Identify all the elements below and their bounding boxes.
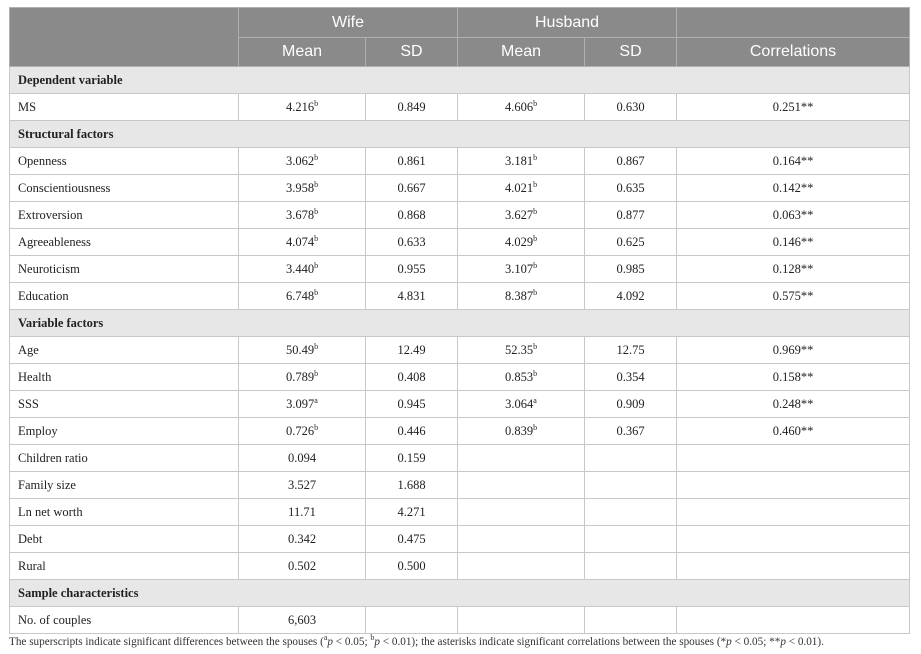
husband-sd-cell-value: 0.625	[616, 234, 645, 249]
wife-mean-cell-value: 3.097	[286, 396, 315, 411]
header-blank-corr	[677, 8, 910, 38]
section-title: Sample characteristics	[10, 580, 910, 607]
row-label	[10, 364, 239, 391]
wife-sd-cell	[366, 148, 458, 175]
table-row	[10, 553, 910, 580]
correlation-cell-value: 0.575**	[772, 288, 814, 303]
row-label	[10, 202, 239, 229]
data-table	[9, 7, 910, 634]
husband-mean-cell	[458, 607, 585, 634]
wife-sd-cell	[366, 283, 458, 310]
husband-sd-cell-value: 0.630	[616, 99, 645, 114]
wife-mean-cell	[239, 283, 366, 310]
row-label-value: Education	[18, 288, 69, 303]
husband-sd-cell-value: 0.909	[616, 396, 645, 411]
husband-mean-cell-value: 4.029	[504, 234, 534, 249]
row-label-value: Rural	[18, 558, 46, 573]
husband-sd-cell-value: 0.877	[616, 207, 645, 222]
wife-mean-cell-value: 0.502	[287, 558, 317, 573]
wife-sd-cell	[366, 94, 458, 121]
correlation-cell-value: 0.142**	[772, 180, 814, 195]
correlation-cell	[677, 526, 910, 553]
table-row	[10, 148, 910, 175]
wife-sd-cell	[366, 472, 458, 499]
husband-mean-cell	[458, 553, 585, 580]
correlation-cell-value: 0.460**	[772, 423, 814, 438]
husband-mean-cell	[458, 472, 585, 499]
husband-mean-cell-value: 3.181	[504, 153, 534, 168]
correlation-cell	[677, 445, 910, 472]
husband-sd-cell	[585, 364, 677, 391]
husband-sd-cell	[585, 175, 677, 202]
wife-sd-cell-value: 0.868	[397, 207, 426, 222]
section-header-row	[10, 310, 910, 337]
wife-sd-cell-value: 0.500	[397, 558, 426, 573]
wife-mean-cell	[239, 202, 366, 229]
wife-sd-cell	[366, 337, 458, 364]
wife-sd-cell-value: 0.633	[397, 234, 426, 249]
wife-mean-cell-superscript: b	[314, 287, 319, 297]
husband-sd-cell	[585, 337, 677, 364]
row-label-value: Extroversion	[18, 207, 83, 222]
header-wife-sd: SD	[366, 38, 458, 67]
husband-mean-cell-value: 3.627	[504, 207, 534, 222]
row-label	[10, 391, 239, 418]
wife-sd-cell-value: 0.849	[397, 99, 426, 114]
correlation-cell	[677, 499, 910, 526]
husband-mean-cell-value: 4.606	[504, 99, 534, 114]
table-header	[10, 8, 910, 67]
correlation-cell	[677, 337, 910, 364]
wife-mean-cell	[239, 148, 366, 175]
header-wife-mean: Mean	[239, 38, 366, 67]
table-row	[10, 256, 910, 283]
row-label	[10, 256, 239, 283]
husband-mean-cell	[458, 94, 585, 121]
husband-mean-cell	[458, 391, 585, 418]
wife-sd-cell-value: 0.861	[397, 153, 426, 168]
correlation-cell	[677, 202, 910, 229]
wife-sd-cell-value: 0.159	[397, 450, 426, 465]
correlation-cell	[677, 94, 910, 121]
husband-mean-cell	[458, 256, 585, 283]
husband-mean-cell-superscript: b	[533, 287, 538, 297]
correlation-cell-value: 0.251**	[772, 99, 814, 114]
husband-sd-cell	[585, 553, 677, 580]
wife-mean-cell-value: 3.958	[285, 180, 315, 195]
row-label-value: Health	[18, 369, 52, 384]
section-title: Structural factors	[10, 121, 910, 148]
husband-mean-cell	[458, 445, 585, 472]
husband-sd-cell	[585, 283, 677, 310]
header-husband-mean: Mean	[458, 38, 585, 67]
row-label	[10, 607, 239, 634]
wife-mean-cell-value: 3.678	[285, 207, 315, 222]
table-body	[10, 67, 910, 634]
table-row	[10, 418, 910, 445]
wife-sd-cell	[366, 256, 458, 283]
husband-sd-cell-value: 0.635	[616, 180, 645, 195]
husband-sd-cell	[585, 526, 677, 553]
correlation-cell	[677, 364, 910, 391]
table-row	[10, 499, 910, 526]
wife-mean-cell-superscript: b	[314, 368, 319, 378]
row-label	[10, 499, 239, 526]
wife-mean-cell	[239, 445, 366, 472]
wife-mean-cell-value: 0.094	[287, 450, 317, 465]
row-label	[10, 283, 239, 310]
husband-sd-cell	[585, 148, 677, 175]
husband-mean-cell	[458, 499, 585, 526]
husband-mean-cell	[458, 364, 585, 391]
wife-sd-cell-value: 4.831	[397, 288, 426, 303]
husband-sd-cell-value: 4.092	[616, 288, 645, 303]
table-row	[10, 175, 910, 202]
husband-mean-cell	[458, 283, 585, 310]
row-label-value: Openness	[18, 153, 67, 168]
wife-sd-cell	[366, 364, 458, 391]
header-husband: Husband	[458, 8, 677, 38]
row-label	[10, 175, 239, 202]
row-label-value: No. of couples	[18, 612, 92, 627]
footnote: The superscripts indicate significant differences between the spouses ($^a$p < 0.05; $^b$p < 0.01); the asterisks indicate significant correlations between the spouses (*p < 0.05; **p < 0.01).	[9, 633, 824, 648]
husband-sd-cell-value: 0.367	[616, 423, 645, 438]
wife-sd-cell-value: 0.446	[397, 423, 426, 438]
correlation-cell	[677, 175, 910, 202]
husband-mean-cell-value: 52.35	[504, 342, 534, 357]
husband-mean-cell	[458, 229, 585, 256]
row-label	[10, 229, 239, 256]
husband-sd-cell	[585, 256, 677, 283]
correlation-cell	[677, 607, 910, 634]
row-label	[10, 94, 239, 121]
wife-mean-cell-value: 3.440	[285, 261, 315, 276]
wife-sd-cell	[366, 607, 458, 634]
correlation-cell-value: 0.128**	[772, 261, 814, 276]
wife-mean-cell-superscript: b	[314, 179, 319, 189]
wife-mean-cell	[239, 337, 366, 364]
correlation-cell	[677, 148, 910, 175]
row-label-value: Debt	[18, 531, 43, 546]
husband-sd-cell-value: 0.867	[616, 153, 645, 168]
husband-mean-cell-superscript: b	[533, 341, 538, 351]
wife-mean-cell	[239, 391, 366, 418]
row-label	[10, 148, 239, 175]
husband-mean-cell	[458, 337, 585, 364]
section-header-row	[10, 580, 910, 607]
husband-mean-cell-superscript: b	[533, 179, 538, 189]
wife-mean-cell-value: 3.062	[285, 153, 315, 168]
section-title: Dependent variable	[10, 67, 910, 94]
section-header-row	[10, 67, 910, 94]
wife-mean-cell-value: 0.342	[287, 531, 317, 546]
row-label-value: Age	[18, 342, 39, 357]
wife-sd-cell	[366, 202, 458, 229]
table-row	[10, 526, 910, 553]
header-correlations: Correlations	[677, 38, 910, 67]
correlation-cell	[677, 256, 910, 283]
husband-sd-cell-value: 0.354	[616, 369, 645, 384]
husband-mean-cell	[458, 202, 585, 229]
husband-mean-cell-value: 0.853	[504, 369, 534, 384]
wife-sd-cell	[366, 229, 458, 256]
husband-mean-cell-superscript: b	[533, 260, 538, 270]
row-label	[10, 418, 239, 445]
correlation-cell	[677, 553, 910, 580]
husband-sd-cell	[585, 94, 677, 121]
husband-sd-cell	[585, 607, 677, 634]
table-row	[10, 202, 910, 229]
row-label-value: Ln net worth	[18, 504, 83, 519]
wife-mean-cell-value: 6,603	[287, 612, 317, 627]
husband-sd-cell	[585, 499, 677, 526]
row-label	[10, 526, 239, 553]
husband-mean-cell-value: 4.021	[504, 180, 534, 195]
wife-mean-cell	[239, 526, 366, 553]
correlation-cell	[677, 391, 910, 418]
section-title: Variable factors	[10, 310, 910, 337]
husband-mean-cell-superscript: b	[533, 98, 538, 108]
row-label-value: Family size	[18, 477, 76, 492]
row-label	[10, 553, 239, 580]
table-container	[9, 7, 909, 634]
section-header-row	[10, 121, 910, 148]
wife-mean-cell	[239, 175, 366, 202]
table-row	[10, 607, 910, 634]
row-label	[10, 445, 239, 472]
wife-mean-cell-superscript: b	[314, 152, 319, 162]
wife-sd-cell-value: 0.475	[397, 531, 426, 546]
wife-mean-cell-value: 0.726	[285, 423, 315, 438]
husband-sd-cell	[585, 229, 677, 256]
wife-mean-cell-superscript: b	[314, 206, 319, 216]
wife-sd-cell-value: 12.49	[397, 342, 426, 357]
husband-mean-cell-superscript: b	[533, 422, 538, 432]
wife-mean-cell-value: 3.527	[287, 477, 317, 492]
wife-mean-cell-value: 50.49	[285, 342, 315, 357]
row-label	[10, 337, 239, 364]
husband-mean-cell-superscript: a	[533, 395, 537, 405]
husband-mean-cell-superscript: b	[533, 233, 538, 243]
table-row	[10, 337, 910, 364]
wife-mean-cell	[239, 256, 366, 283]
husband-sd-cell	[585, 202, 677, 229]
wife-mean-cell-value: 0.789	[285, 369, 315, 384]
correlation-cell-value: 0.164**	[772, 153, 814, 168]
table-row	[10, 472, 910, 499]
wife-mean-cell-superscript: b	[314, 260, 319, 270]
husband-sd-cell	[585, 418, 677, 445]
correlation-cell	[677, 229, 910, 256]
husband-sd-cell	[585, 472, 677, 499]
table-row	[10, 391, 910, 418]
wife-mean-cell	[239, 607, 366, 634]
row-label-value: SSS	[18, 396, 39, 411]
wife-sd-cell	[366, 391, 458, 418]
row-label-value: Agreeableness	[18, 234, 91, 249]
wife-mean-cell	[239, 229, 366, 256]
table-row	[10, 445, 910, 472]
husband-mean-cell	[458, 418, 585, 445]
wife-sd-cell-value: 0.955	[397, 261, 426, 276]
wife-mean-cell-superscript: b	[314, 422, 319, 432]
row-label-value: Employ	[18, 423, 58, 438]
husband-sd-cell	[585, 445, 677, 472]
husband-mean-cell-value: 3.107	[504, 261, 534, 276]
husband-mean-cell-value: 3.064	[505, 396, 534, 411]
wife-mean-cell	[239, 94, 366, 121]
wife-mean-cell-value: 4.216	[285, 99, 315, 114]
correlation-cell	[677, 472, 910, 499]
wife-mean-cell	[239, 499, 366, 526]
husband-mean-cell	[458, 526, 585, 553]
wife-sd-cell-value: 0.945	[397, 396, 426, 411]
table-row	[10, 364, 910, 391]
wife-mean-cell-superscript: b	[314, 341, 319, 351]
wife-mean-cell-superscript: b	[314, 233, 319, 243]
row-label-value: Conscientiousness	[18, 180, 111, 195]
wife-sd-cell-value: 0.667	[397, 180, 426, 195]
wife-sd-cell	[366, 418, 458, 445]
wife-mean-cell-superscript: b	[314, 98, 319, 108]
husband-mean-cell-value: 8.387	[504, 288, 534, 303]
row-label-value: Children ratio	[18, 450, 88, 465]
header-wife: Wife	[239, 8, 458, 38]
husband-mean-cell-superscript: b	[533, 368, 538, 378]
wife-sd-cell	[366, 553, 458, 580]
husband-sd-cell	[585, 391, 677, 418]
husband-sd-cell-value: 12.75	[616, 342, 645, 357]
wife-mean-cell	[239, 364, 366, 391]
correlation-cell-value: 0.158**	[772, 369, 814, 384]
correlation-cell-value: 0.248**	[772, 396, 814, 411]
wife-sd-cell-value: 4.271	[397, 504, 426, 519]
wife-mean-cell-superscript: a	[314, 395, 318, 405]
wife-sd-cell	[366, 175, 458, 202]
table-row	[10, 229, 910, 256]
husband-mean-cell-value: 0.839	[504, 423, 534, 438]
wife-mean-cell	[239, 472, 366, 499]
header-blank-cell	[10, 8, 239, 67]
correlation-cell	[677, 283, 910, 310]
table-row	[10, 94, 910, 121]
correlation-cell-value: 0.969**	[772, 342, 814, 357]
correlation-cell-value: 0.146**	[772, 234, 814, 249]
wife-mean-cell	[239, 418, 366, 445]
wife-mean-cell-value: 6.748	[285, 288, 315, 303]
wife-mean-cell	[239, 553, 366, 580]
husband-sd-cell-value: 0.985	[616, 261, 645, 276]
husband-mean-cell	[458, 175, 585, 202]
wife-sd-cell	[366, 526, 458, 553]
husband-mean-cell	[458, 148, 585, 175]
wife-mean-cell-value: 4.074	[285, 234, 315, 249]
correlation-cell	[677, 418, 910, 445]
header-husband-sd: SD	[585, 38, 677, 67]
wife-sd-cell	[366, 499, 458, 526]
wife-sd-cell-value: 0.408	[397, 369, 426, 384]
row-label-value: MS	[18, 99, 37, 114]
husband-mean-cell-superscript: b	[533, 152, 538, 162]
correlation-cell-value: 0.063**	[772, 207, 814, 222]
row-label-value: Neuroticism	[18, 261, 80, 276]
wife-sd-cell-value: 1.688	[397, 477, 426, 492]
wife-mean-cell-value: 11.71	[288, 504, 316, 519]
table-row	[10, 283, 910, 310]
husband-mean-cell-superscript: b	[533, 206, 538, 216]
row-label	[10, 472, 239, 499]
wife-sd-cell	[366, 445, 458, 472]
